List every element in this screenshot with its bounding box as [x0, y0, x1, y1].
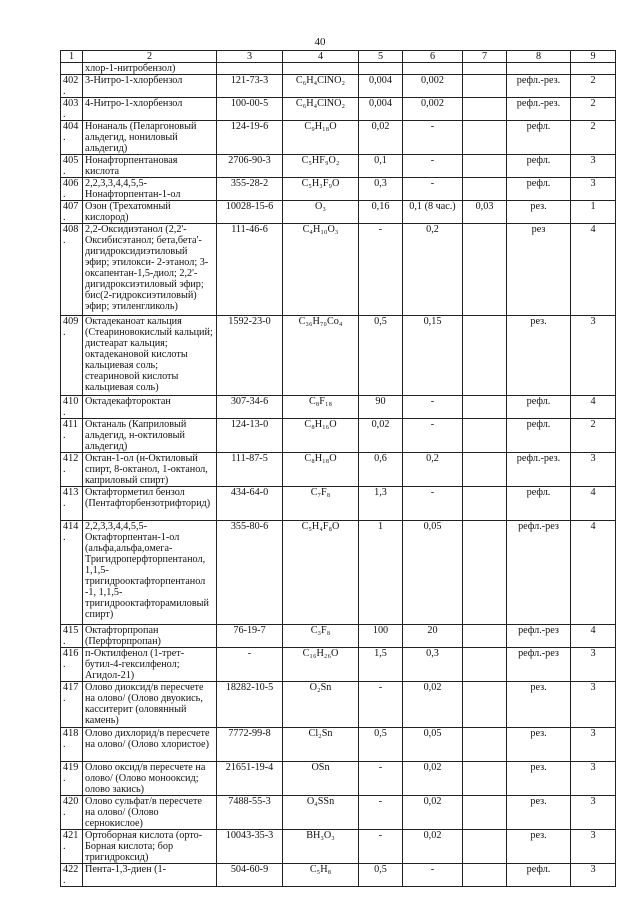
- cas-number: 21651-19-4: [217, 762, 283, 796]
- value-col7: [463, 830, 507, 864]
- effect-type: рез.: [507, 728, 571, 762]
- value-col6: [403, 63, 463, 75]
- value-col5: 1: [359, 521, 403, 625]
- row-number: 404.: [61, 121, 83, 155]
- table-row: [61, 419, 616, 453]
- chemical-formula: O₃: [283, 201, 359, 224]
- value-col6: 0,002: [403, 98, 463, 121]
- column-number: 7: [463, 51, 507, 63]
- value-col7: [463, 155, 507, 178]
- table-row: [61, 830, 616, 864]
- hazard-class: 3: [571, 648, 616, 682]
- effect-type: рефл.-рез.: [507, 453, 571, 487]
- table-row: [61, 648, 616, 682]
- hazard-class: 3: [571, 830, 616, 864]
- value-col5: 0,004: [359, 98, 403, 121]
- row-number: 414.: [61, 521, 83, 625]
- cas-number: 1592-23-0: [217, 316, 283, 396]
- row-number: 408.: [61, 224, 83, 316]
- value-col7: [463, 648, 507, 682]
- column-number: 8: [507, 51, 571, 63]
- value-col5: -: [359, 796, 403, 830]
- value-col6: 0,2: [403, 224, 463, 316]
- value-col7: [463, 224, 507, 316]
- value-col5: 0,3: [359, 178, 403, 201]
- substance-name: Октадекафтороктан: [83, 396, 217, 419]
- value-col5: -: [359, 224, 403, 316]
- value-col7: [463, 453, 507, 487]
- cas-number: 10028-15-6: [217, 201, 283, 224]
- value-col6: -: [403, 864, 463, 887]
- table-row: [61, 98, 616, 121]
- value-col6: -: [403, 396, 463, 419]
- effect-type: рефл.: [507, 487, 571, 521]
- cas-number: 355-80-6: [217, 521, 283, 625]
- hazard-class: 3: [571, 178, 616, 201]
- value-col7: [463, 864, 507, 887]
- value-col5: 0,02: [359, 419, 403, 453]
- chemical-formula: C₃F₈: [283, 625, 359, 648]
- value-col5: -: [359, 762, 403, 796]
- table-row: [61, 625, 616, 648]
- column-number: 9: [571, 51, 616, 63]
- value-col6: 20: [403, 625, 463, 648]
- effect-type: рефл.-рез: [507, 625, 571, 648]
- substance-name: Олово оксид/в пересчете на олово/ (Олово монооксид; олово закись): [83, 762, 217, 796]
- column-number: 5: [359, 51, 403, 63]
- table-row: [61, 487, 616, 521]
- row-number: 422.: [61, 864, 83, 887]
- row-number: 405.: [61, 155, 83, 178]
- hazard-class: 3: [571, 453, 616, 487]
- value-col6: 0,05: [403, 521, 463, 625]
- hazard-class: 3: [571, 762, 616, 796]
- row-number: 402.: [61, 75, 83, 98]
- value-col6: -: [403, 121, 463, 155]
- value-col5: 0,6: [359, 453, 403, 487]
- hazard-class: 3: [571, 155, 616, 178]
- value-col6: 0,02: [403, 796, 463, 830]
- value-col7: [463, 316, 507, 396]
- value-col5: 1,3: [359, 487, 403, 521]
- value-col6: 0,05: [403, 728, 463, 762]
- value-col5: 1,5: [359, 648, 403, 682]
- row-number: 409.: [61, 316, 83, 396]
- chemical-formula: C₁₆H₂₆O: [283, 648, 359, 682]
- cas-number: 10043-35-3: [217, 830, 283, 864]
- table-row: [61, 121, 616, 155]
- effect-type: [507, 63, 571, 75]
- cas-number: 111-46-6: [217, 224, 283, 316]
- value-col5: 0,02: [359, 121, 403, 155]
- value-col7: [463, 121, 507, 155]
- hazard-class: 3: [571, 864, 616, 887]
- effect-type: рефл.: [507, 178, 571, 201]
- chemical-formula: C₃₆H₇₀Co₄: [283, 316, 359, 396]
- row-number: 418.: [61, 728, 83, 762]
- value-col7: [463, 625, 507, 648]
- cas-number: 121-73-3: [217, 75, 283, 98]
- table-row: [61, 762, 616, 796]
- table-row: [61, 63, 616, 75]
- value-col5: 0,1: [359, 155, 403, 178]
- row-number: 413.: [61, 487, 83, 521]
- chemical-formula: BH₃O₃: [283, 830, 359, 864]
- chemical-formula: C₅H₄F₈O: [283, 521, 359, 625]
- hazard-class: 1: [571, 201, 616, 224]
- value-col6: 0,15: [403, 316, 463, 396]
- chemical-formula: C₆H₄ClNO₂: [283, 98, 359, 121]
- cas-number: 100-00-5: [217, 98, 283, 121]
- effect-type: рефл.: [507, 121, 571, 155]
- chemical-formula: C₅HF₉O₂: [283, 155, 359, 178]
- value-col7: [463, 487, 507, 521]
- value-col7: [463, 419, 507, 453]
- effect-type: рефл.-рез.: [507, 75, 571, 98]
- effect-type: рез.: [507, 830, 571, 864]
- chemical-formula: C₆H₄ClNO₂: [283, 75, 359, 98]
- cas-number: [217, 63, 283, 75]
- effect-type: рефл.-рез.: [507, 98, 571, 121]
- substance-name: Нонаналь (Пеларгоновый альдегид, нониловый альдегид): [83, 121, 217, 155]
- substance-name: Олово дихлорид/в пересчете на олово/ (Олово хлористое): [83, 728, 217, 762]
- hazard-class: [571, 63, 616, 75]
- hazard-class: 4: [571, 625, 616, 648]
- page-number: 40: [314, 36, 326, 48]
- value-col7: 0,03: [463, 201, 507, 224]
- row-number: 416.: [61, 648, 83, 682]
- chemical-formula: C₈F₁₈: [283, 396, 359, 419]
- substance-name: Ортоборная кислота (орто-Борная кислота; бор тригидроксид): [83, 830, 217, 864]
- table-row: [61, 178, 616, 201]
- effect-type: рефл.: [507, 396, 571, 419]
- cas-number: 434-64-0: [217, 487, 283, 521]
- value-col5: 90: [359, 396, 403, 419]
- chemical-formula: Cl₂Sn: [283, 728, 359, 762]
- value-col6: -: [403, 419, 463, 453]
- effect-type: рефл.: [507, 155, 571, 178]
- cas-number: 504-60-9: [217, 864, 283, 887]
- cas-number: 124-19-6: [217, 121, 283, 155]
- column-number-row: [61, 51, 616, 63]
- effect-type: рефл.-рез: [507, 648, 571, 682]
- value-col5: 0,5: [359, 316, 403, 396]
- value-col5: -: [359, 830, 403, 864]
- value-col6: 0,1 (8 час.): [403, 201, 463, 224]
- chemical-formula: C₅H₃F₉O: [283, 178, 359, 201]
- row-number: 406.: [61, 178, 83, 201]
- value-col5: 0,16: [359, 201, 403, 224]
- hazard-class: 3: [571, 316, 616, 396]
- substance-name: Октан-1-ол (н-Октиловый спирт, 8-октанол, 1-октанол, каприловый спирт): [83, 453, 217, 487]
- row-number: 412.: [61, 453, 83, 487]
- value-col5: 0,5: [359, 728, 403, 762]
- effect-type: рез.: [507, 682, 571, 728]
- value-col6: 0,3: [403, 648, 463, 682]
- hazard-class: 4: [571, 521, 616, 625]
- cas-number: 307-34-6: [217, 396, 283, 419]
- table-row: [61, 75, 616, 98]
- column-number: 1: [61, 51, 83, 63]
- hazard-class: 4: [571, 224, 616, 316]
- column-number: 4: [283, 51, 359, 63]
- substance-name: 2,2-Оксидиэтанол (2,2'-Оксибисэтанол; бета,бета'-дигидроксидиэтиловый эфир; этилокси- 2-этанол; 3-оксапентан-1,5-диол; 2,2'-дигидроксиэтиловый эфир; бис(2-гидроксиэтиловый) эфир; этиленгликоль): [83, 224, 217, 316]
- chemical-formula: C₈H₁₈O: [283, 453, 359, 487]
- table-row: [61, 316, 616, 396]
- effect-type: рефл.-рез: [507, 521, 571, 625]
- column-number: 2: [83, 51, 217, 63]
- value-col7: [463, 63, 507, 75]
- value-col7: [463, 796, 507, 830]
- effect-type: рез.: [507, 201, 571, 224]
- substance-name: Нонафторпентановая кислота: [83, 155, 217, 178]
- substance-name: п-Октилфенол (1-трет-бутил-4-гексилфенол; Агидол-21): [83, 648, 217, 682]
- value-col6: 0,02: [403, 762, 463, 796]
- value-col5: 100: [359, 625, 403, 648]
- hazard-class: 4: [571, 396, 616, 419]
- value-col6: -: [403, 487, 463, 521]
- effect-type: рез.: [507, 762, 571, 796]
- row-number: 410.: [61, 396, 83, 419]
- cas-number: -: [217, 648, 283, 682]
- effect-type: рез: [507, 224, 571, 316]
- substance-name: Олово сульфат/в пересчете на олово/ (Олово сернокислое): [83, 796, 217, 830]
- value-col6: 0,002: [403, 75, 463, 98]
- row-number: 419.: [61, 762, 83, 796]
- table-row: [61, 201, 616, 224]
- table-row: [61, 521, 616, 625]
- chemical-formula: O₂Sn: [283, 682, 359, 728]
- hazard-class: 3: [571, 728, 616, 762]
- value-col7: [463, 728, 507, 762]
- value-col7: [463, 521, 507, 625]
- row-number: 421.: [61, 830, 83, 864]
- substance-name: Пента-1,3-диен (1-: [83, 864, 217, 887]
- value-col6: 0,02: [403, 682, 463, 728]
- hazard-class: 3: [571, 796, 616, 830]
- chemical-formula: O₄SSn: [283, 796, 359, 830]
- value-col5: 0,5: [359, 864, 403, 887]
- hazard-class: 2: [571, 98, 616, 121]
- substance-name: Октаналь (Каприловый альдегид, н-октиловый альдегид): [83, 419, 217, 453]
- table-row: [61, 453, 616, 487]
- substance-name: Октафторпропан (Перфторпропан): [83, 625, 217, 648]
- chemical-formula: OSn: [283, 762, 359, 796]
- table-row: [61, 224, 616, 316]
- table-row: [61, 796, 616, 830]
- row-number: 415.: [61, 625, 83, 648]
- value-col7: [463, 396, 507, 419]
- effect-type: рез.: [507, 796, 571, 830]
- hazard-class: 2: [571, 419, 616, 453]
- substance-name: Олово диоксид/в пересчете на олово/ (Олово двуокись, касситерит (оловянный камень): [83, 682, 217, 728]
- cas-number: 124-13-0: [217, 419, 283, 453]
- hazard-class: 2: [571, 75, 616, 98]
- cas-number: 7488-55-3: [217, 796, 283, 830]
- table-row: [61, 864, 616, 887]
- row-number: [61, 63, 83, 75]
- chemical-formula: C₉H₁₈O: [283, 121, 359, 155]
- effect-type: рефл.: [507, 864, 571, 887]
- substance-name: Озон (Трехатомный кислород): [83, 201, 217, 224]
- value-col6: -: [403, 155, 463, 178]
- value-col7: [463, 98, 507, 121]
- chemical-formula: C₇F₈: [283, 487, 359, 521]
- substance-name: хлор-1-нитробензол): [83, 63, 217, 75]
- value-col7: [463, 762, 507, 796]
- value-col5: [359, 63, 403, 75]
- value-col7: [463, 178, 507, 201]
- table-row: [61, 155, 616, 178]
- effect-type: рез.: [507, 316, 571, 396]
- column-number: 3: [217, 51, 283, 63]
- value-col7: [463, 75, 507, 98]
- row-number: 403.: [61, 98, 83, 121]
- substance-table: [60, 50, 616, 887]
- value-col5: -: [359, 682, 403, 728]
- cas-number: 355-28-2: [217, 178, 283, 201]
- hazard-class: 2: [571, 121, 616, 155]
- substance-name: 2,2,3,3,4,4,5,5-Нонафторпентан-1-ол: [83, 178, 217, 201]
- substance-name: Октадеканоат кальция (Стеариновокислый кальций; дистеарат кальция; октадекановой кислоты кальциевая соль; стеариновой кислоты кальциевая соль): [83, 316, 217, 396]
- value-col6: 0,02: [403, 830, 463, 864]
- substance-name: Октафторметил бензол (Пентафторбензотрифторид): [83, 487, 217, 521]
- value-col7: [463, 682, 507, 728]
- value-col5: 0,004: [359, 75, 403, 98]
- cas-number: 76-19-7: [217, 625, 283, 648]
- chemical-formula: C₈H₁₆O: [283, 419, 359, 453]
- row-number: 407.: [61, 201, 83, 224]
- chemical-formula: [283, 63, 359, 75]
- table-row: [61, 396, 616, 419]
- column-number: 6: [403, 51, 463, 63]
- row-number: 417.: [61, 682, 83, 728]
- cas-number: 18282-10-5: [217, 682, 283, 728]
- chemical-formula: C₅H₈: [283, 864, 359, 887]
- table-row: [61, 728, 616, 762]
- row-number: 420.: [61, 796, 83, 830]
- substance-name: 2,2,3,3,4,4,5,5-Октафторпентан-1-ол (альфа,альфа,омега-Тригидроперфторпентанол, 1,1,5-тригидрооктафторпентанол -1, 1,1,5-тригидрооктафторамиловый спирт): [83, 521, 217, 625]
- value-col6: 0,2: [403, 453, 463, 487]
- cas-number: 2706-90-3: [217, 155, 283, 178]
- cas-number: 7772-99-8: [217, 728, 283, 762]
- chemical-formula: C₄H₁₀O₃: [283, 224, 359, 316]
- hazard-class: 4: [571, 487, 616, 521]
- table-row: [61, 682, 616, 728]
- substance-name: 3-Нитро-1-хлорбензол: [83, 75, 217, 98]
- hazard-class: 3: [571, 682, 616, 728]
- effect-type: рефл.: [507, 419, 571, 453]
- row-number: 411.: [61, 419, 83, 453]
- value-col6: -: [403, 178, 463, 201]
- cas-number: 111-87-5: [217, 453, 283, 487]
- substance-name: 4-Нитро-1-хлорбензол: [83, 98, 217, 121]
